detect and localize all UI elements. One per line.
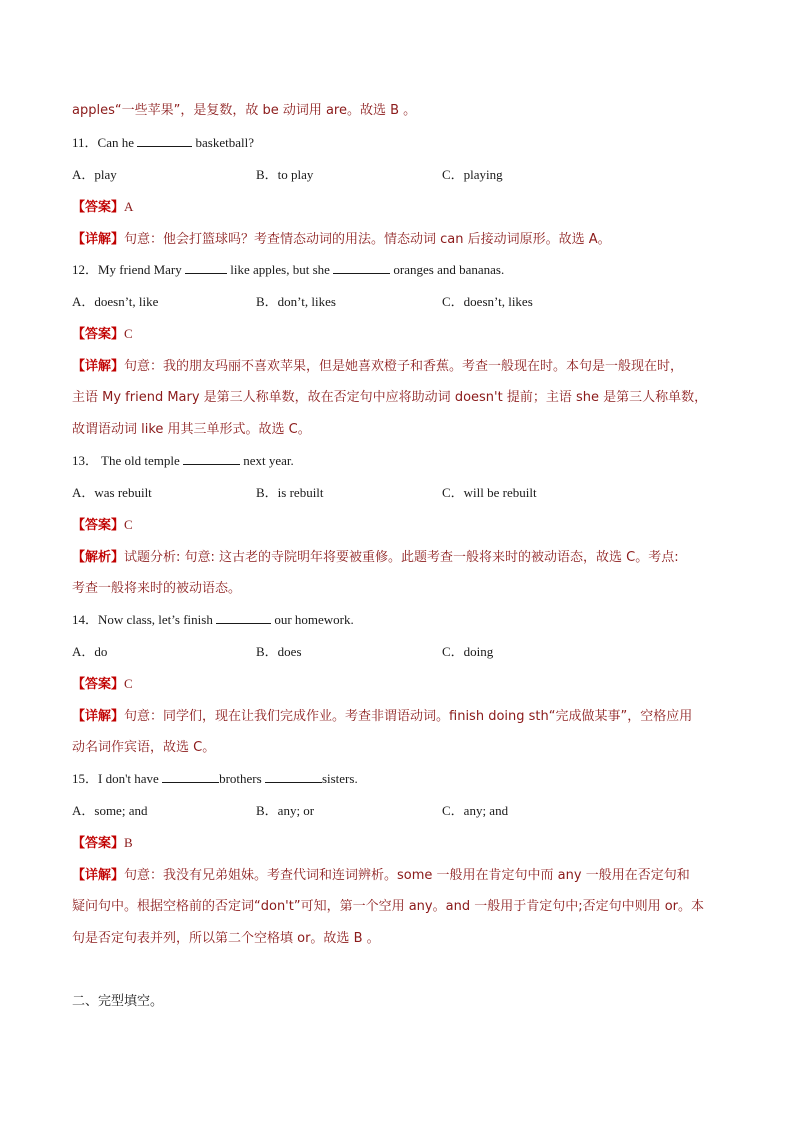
question-13-option-b: B．is rebuilt: [256, 485, 324, 500]
question-15-option-b: B．any; or: [256, 803, 315, 818]
answer-value: B: [124, 835, 133, 850]
question-15-blank-2: [265, 770, 322, 783]
question-12-option-a: A．doesn’t, like: [72, 294, 159, 309]
answer-value: C: [124, 517, 133, 532]
question-12-option-b: B．don’t, likes: [256, 294, 336, 309]
question-13: [72, 452, 294, 470]
question-12-explanation-line-1: [72, 357, 683, 376]
question-15-explanation-line-2: 疑问句中。根据空格前的否定词“don't”可知，第一个空用 any。and 一般用于肯定句中;否定句中则用 or。本: [72, 899, 705, 914]
answer-value: C: [124, 326, 133, 341]
question-13-blank: [183, 452, 240, 465]
explanation-tag: 【详解】: [72, 232, 125, 247]
question-13-answer: [72, 516, 133, 535]
question-14-suffix: our homework.: [271, 612, 354, 627]
question-11-option-a: A．play: [72, 167, 117, 182]
question-15-suffix: sisters.: [321, 771, 358, 786]
question-15-answer: [72, 834, 133, 853]
question-14-option-c: C．doing: [442, 644, 494, 659]
question-14: [72, 611, 354, 629]
answer-value: A: [124, 199, 134, 214]
question-12-middle: like apples, but she: [227, 262, 334, 277]
previous-explanation-tail: apples“一些苹果”，是复数，故 be 动词用 are。故选 B 。: [72, 103, 417, 118]
question-13-suffix: next year.: [239, 453, 294, 468]
question-13-option-c: C．will be rebuilt: [442, 485, 537, 500]
question-11-suffix: basketball?: [192, 135, 254, 150]
question-12-blank-1: [185, 261, 227, 274]
explanation-text: 句意：我没有兄弟姐妹。考查代词和连词辨析。some 一般用在肯定句中而 any 一般用在否定句和: [124, 868, 690, 883]
question-12-option-c: C．doesn’t, likes: [442, 294, 533, 309]
question-14-explanation-line-1: [72, 707, 692, 726]
question-13-explanation-line-1: [72, 548, 679, 567]
question-15: [72, 770, 358, 788]
question-13-prefix: 13． The old temple: [72, 453, 183, 468]
question-14-option-b: B．does: [256, 644, 302, 659]
answer-tag: 【答案】: [72, 518, 125, 533]
question-15-middle: brothers: [219, 771, 265, 786]
answer-value: C: [124, 676, 133, 691]
question-12-answer: [72, 325, 133, 344]
explanation-tag: 【详解】: [72, 868, 125, 883]
question-12-suffix: oranges and bananas.: [390, 262, 505, 277]
explanation-tag: 【解析】: [72, 550, 125, 565]
question-12-prefix: 12．My friend Mary: [72, 262, 186, 277]
explanation-tag: 【详解】: [72, 709, 125, 724]
question-12-blank-2: [333, 261, 390, 274]
question-11-option-c: C．playing: [442, 167, 503, 182]
question-13-explanation-line-2: 考查一般将来时的被动语态。: [72, 581, 242, 596]
question-11-option-b: B．to play: [256, 167, 314, 182]
question-14-explanation-line-2: 动名词作宾语，故选 C。: [72, 740, 216, 755]
question-15-blank-1: [162, 770, 219, 783]
question-13-option-a: A．was rebuilt: [72, 485, 152, 500]
answer-tag: 【答案】: [72, 836, 125, 851]
explanation-text: 句意：同学们，现在让我们完成作业。考查非谓语动词。finish doing sth“完成做某事”，空格应用: [124, 709, 693, 724]
question-15-explanation-line-1: [72, 866, 690, 885]
answer-tag: 【答案】: [72, 677, 125, 692]
question-11-explanation: [72, 230, 611, 249]
explanation-text: 句意：我的朋友玛丽不喜欢苹果，但是她喜欢橙子和香蕉。考查一般现在时。本句是一般现在时，: [124, 359, 684, 374]
question-14-prefix: 14．Now class, let’s finish: [72, 612, 217, 627]
question-15-option-a: A．some; and: [72, 803, 148, 818]
question-14-answer: [72, 675, 133, 694]
section-heading: 二、完型填空。: [72, 994, 164, 1009]
question-11-blank: [137, 134, 192, 147]
explanation-tag: 【详解】: [72, 359, 125, 374]
question-14-option-a: A．do: [72, 644, 108, 659]
explanation-text: 试题分析: 句意: 这古老的寺院明年将要被重修。此题考查一般将来时的被动语态，故选 C。考点:: [124, 550, 679, 565]
explanation-text: 句意：他会打篮球吗？考查情态动词的用法。情态动词 can 后接动词原形。故选 A。: [124, 232, 611, 247]
question-11-answer: [72, 198, 133, 217]
question-14-blank: [216, 611, 271, 624]
question-15-explanation-line-3: 句是否定句表并列，所以第二个空格填 or。故选 B 。: [72, 931, 380, 946]
question-15-option-c: C．any; and: [442, 803, 509, 818]
question-11-prefix: 11．Can he: [72, 135, 138, 150]
question-12-explanation-line-3: 故谓语动词 like 用其三单形式。故选 C。: [72, 422, 311, 437]
question-15-prefix: 15．I don't have: [72, 771, 163, 786]
answer-tag: 【答案】: [72, 327, 125, 342]
answer-tag: 【答案】: [72, 200, 125, 215]
question-12-explanation-line-2: 主语 My friend Mary 是第三人称单数，故在否定句中应将助动词 doesn't 提前；主语 she 是第三人称单数，: [72, 390, 708, 405]
question-11: [72, 134, 254, 152]
question-12: [72, 261, 504, 279]
